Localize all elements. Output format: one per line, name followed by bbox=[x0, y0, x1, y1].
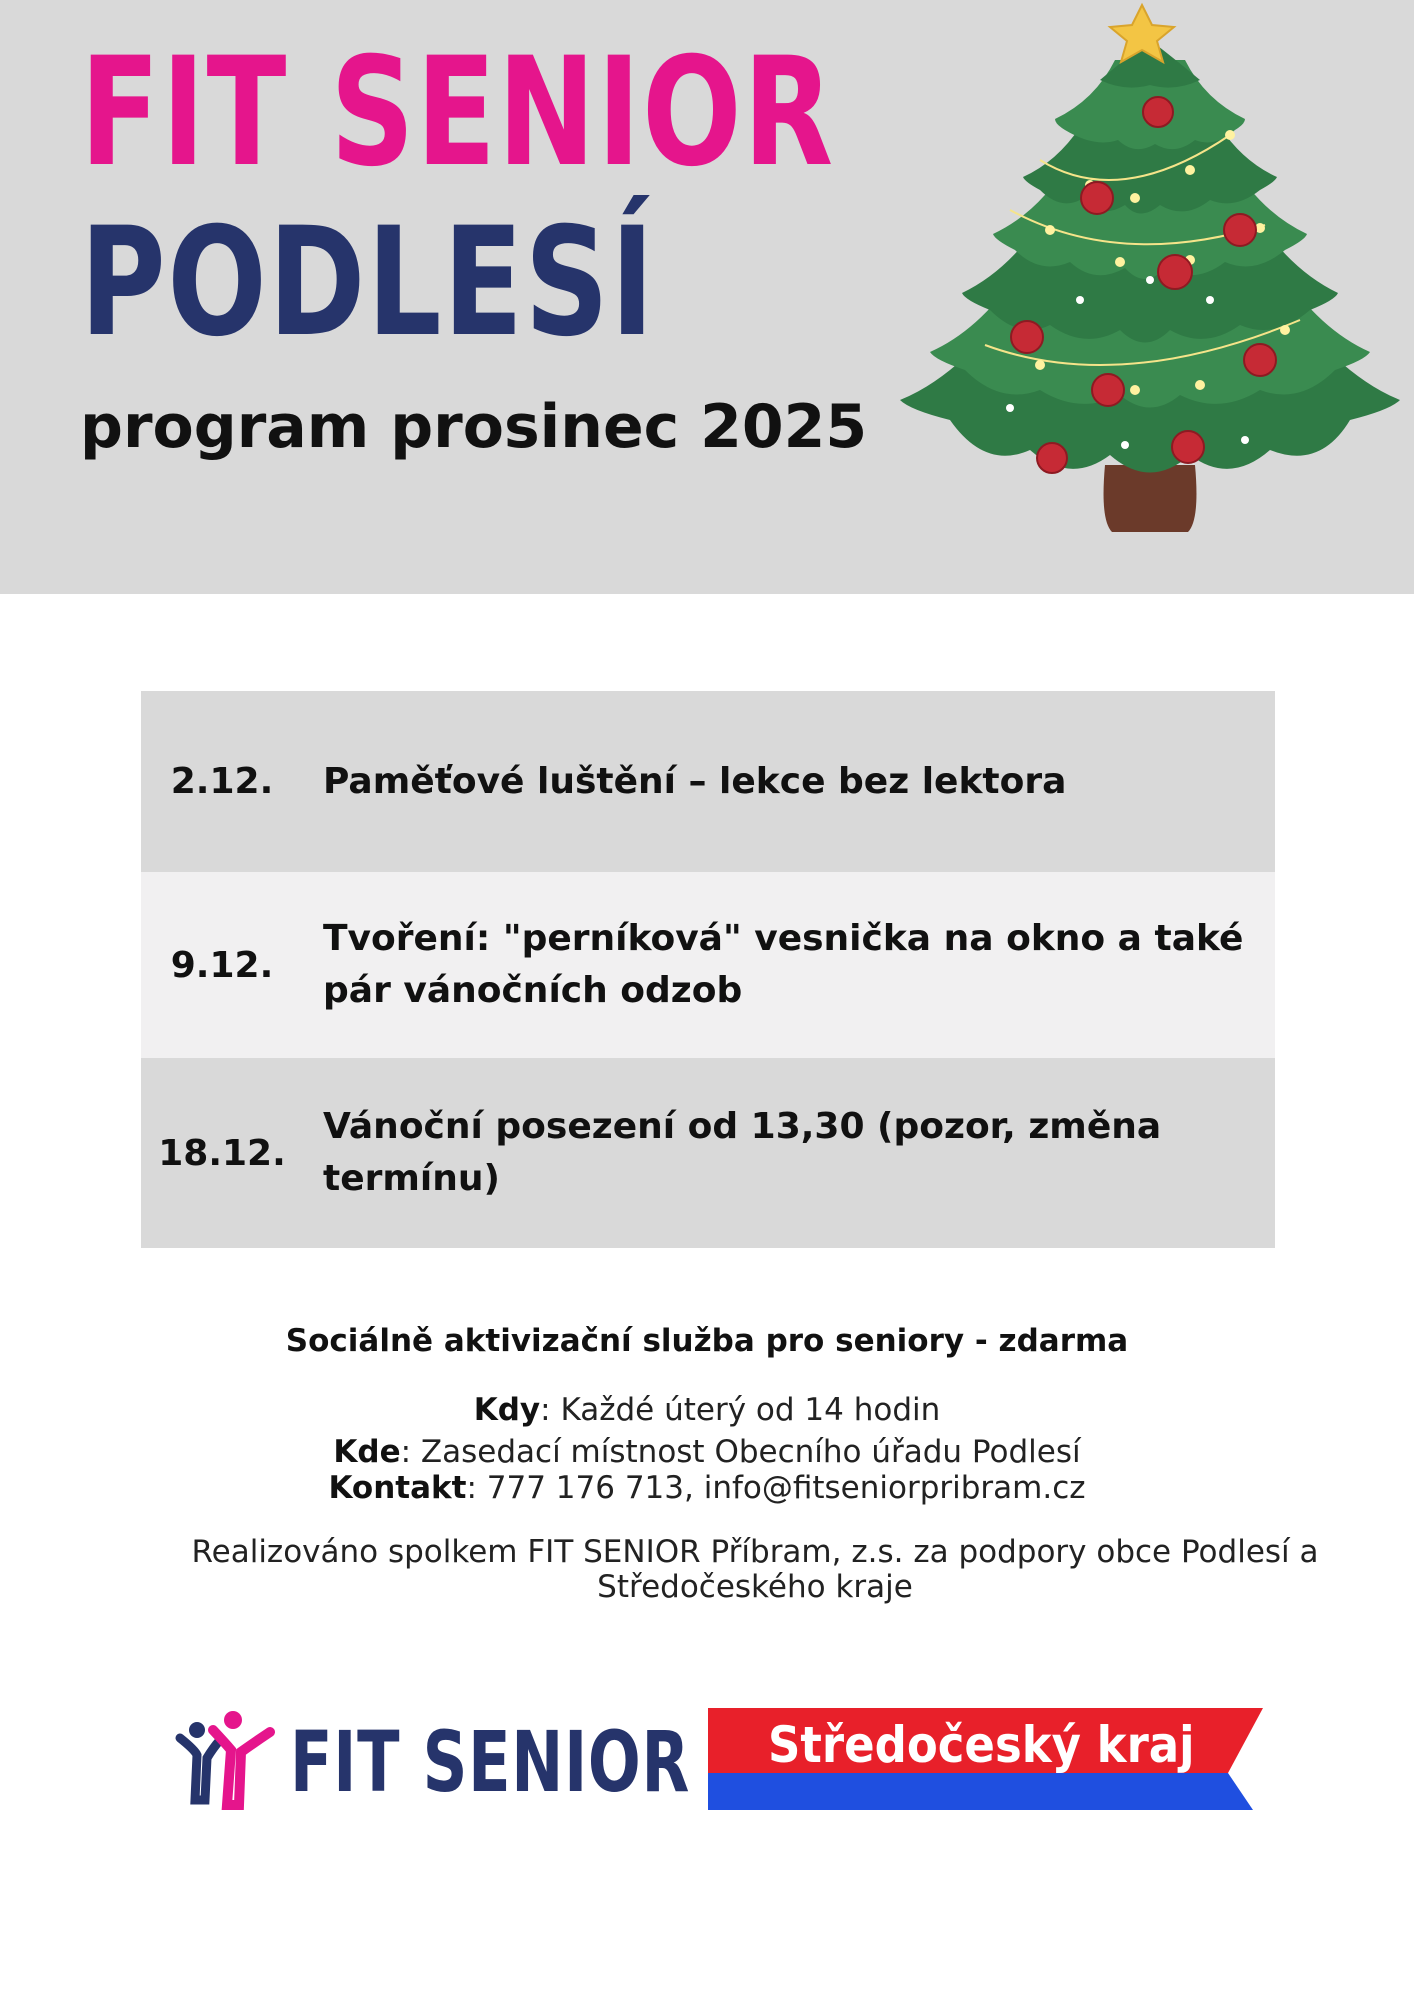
funding-note: Realizováno spolkem FIT SENIOR Příbram, z.s. za podpory obce Podlesí a Středočeského kraje bbox=[191, 1534, 1319, 1605]
when-line bbox=[0, 1392, 1414, 1428]
contact-line bbox=[0, 1470, 1414, 1506]
schedule-description: Tvoření: "perníková" vesnička na okno a také pár vánočních odzob bbox=[323, 918, 1244, 1011]
title-fit-senior: FIT SENIOR bbox=[80, 26, 835, 200]
schedule-date: 2.12. bbox=[170, 761, 274, 802]
when-label: Kdy bbox=[473, 1392, 541, 1428]
fit-senior-logo bbox=[175, 1710, 691, 1811]
where-value: : Zasedací místnost Obecního úřadu Podlesí bbox=[400, 1434, 1081, 1470]
fit-senior-logo-text: FIT SENIOR bbox=[290, 1713, 691, 1811]
schedule-row bbox=[141, 872, 1275, 1058]
schedule-table bbox=[141, 691, 1275, 1248]
when-value: : Každé úterý od 14 hodin bbox=[540, 1392, 941, 1428]
stredocesky-kraj-logo bbox=[708, 1708, 1263, 1810]
contact-label: Kontakt bbox=[328, 1470, 467, 1506]
title-podlesi: PODLESÍ bbox=[80, 196, 656, 370]
kraj-logo-text: Středočeský kraj bbox=[768, 1716, 1195, 1774]
schedule-description: Paměťové luštění – lekce bez lektora bbox=[323, 760, 1067, 802]
contact-value: : 777 176 713, info@fitseniorpribram.cz bbox=[466, 1470, 1086, 1506]
where-label: Kde bbox=[333, 1434, 401, 1470]
where-line bbox=[0, 1434, 1414, 1470]
service-description: Sociálně aktivizační služba pro seniory - zdarma bbox=[285, 1323, 1129, 1359]
schedule-row bbox=[141, 691, 1275, 872]
header-banner bbox=[0, 0, 1414, 594]
schedule-row bbox=[141, 1058, 1275, 1248]
program-subtitle: program prosinec 2025 bbox=[80, 392, 868, 462]
christmas-tree-illustration bbox=[890, 0, 1410, 540]
schedule-date: 9.12. bbox=[170, 944, 274, 986]
schedule-description: Vánoční posezení od 13,30 (pozor, změna termínu) bbox=[323, 1106, 1162, 1199]
schedule-date: 18.12. bbox=[158, 1132, 286, 1174]
people-figures-icon bbox=[175, 1710, 285, 1810]
